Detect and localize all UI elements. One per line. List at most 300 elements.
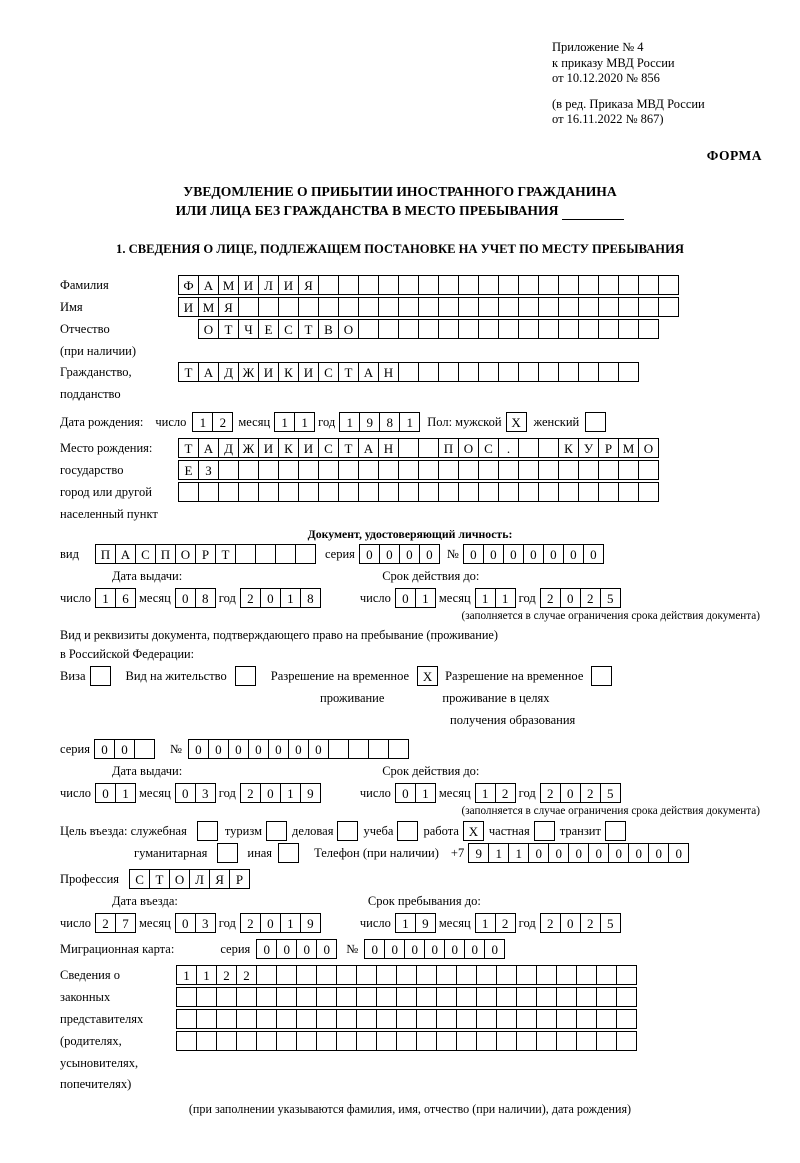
char-box[interactable]: Т [298,319,319,339]
char-box[interactable] [558,319,579,339]
char-box[interactable] [276,1031,297,1051]
char-box[interactable]: 0 [648,843,669,863]
char-box[interactable] [356,987,377,1007]
char-box[interactable]: А [198,275,219,295]
stay-day-input[interactable] [395,913,435,933]
char-box[interactable]: 1 [475,913,496,933]
char-box[interactable]: 0 [276,939,297,959]
char-box[interactable]: 0 [395,783,416,803]
char-box[interactable]: 0 [268,739,289,759]
char-box[interactable] [556,1009,577,1029]
char-box[interactable]: 3 [195,913,216,933]
char-box[interactable] [276,1009,297,1029]
char-box[interactable] [196,987,217,1007]
char-box[interactable] [436,987,457,1007]
char-box[interactable]: Е [258,319,279,339]
doc-issue-year-input[interactable] [240,588,320,608]
char-box[interactable]: 1 [176,965,197,985]
char-box[interactable]: К [558,438,579,458]
char-box[interactable] [356,1009,377,1029]
char-box[interactable]: 1 [196,965,217,985]
char-box[interactable] [605,821,626,841]
char-box[interactable]: 0 [424,939,445,959]
legal-reps-input-2[interactable] [176,987,636,1007]
char-box[interactable]: 0 [528,843,549,863]
char-box[interactable]: 2 [240,588,261,608]
char-box[interactable]: 0 [444,939,465,959]
char-box[interactable] [358,297,379,317]
char-box[interactable] [436,1031,457,1051]
char-box[interactable]: 5 [600,783,621,803]
char-box[interactable]: Ж [238,438,259,458]
char-box[interactable]: И [258,438,279,458]
char-box[interactable]: 1 [280,588,301,608]
char-box[interactable]: 0 [395,588,416,608]
char-box[interactable]: Р [598,438,619,458]
char-box[interactable] [438,297,459,317]
char-box[interactable] [258,482,279,502]
char-box[interactable] [418,275,439,295]
char-box[interactable]: Ж [238,362,259,382]
char-box[interactable]: 9 [300,913,321,933]
permit-valid-year-input[interactable] [540,783,620,803]
char-box[interactable]: Я [298,275,319,295]
char-box[interactable]: А [115,544,136,564]
char-box[interactable]: 1 [488,843,509,863]
char-box[interactable] [638,275,659,295]
char-box[interactable] [178,482,199,502]
char-box[interactable]: Ф [178,275,199,295]
char-box[interactable]: 0 [359,544,380,564]
char-box[interactable] [90,666,111,686]
char-box[interactable]: С [318,438,339,458]
purpose-humanitarian-checkbox[interactable] [217,843,237,863]
char-box[interactable] [578,319,599,339]
char-box[interactable] [295,544,316,564]
char-box[interactable] [578,482,599,502]
char-box[interactable] [596,965,617,985]
char-box[interactable] [388,739,409,759]
char-box[interactable] [578,362,599,382]
char-box[interactable] [318,275,339,295]
char-box[interactable] [618,460,639,480]
char-box[interactable] [376,1031,397,1051]
char-box[interactable]: X [417,666,438,686]
char-box[interactable]: Л [258,275,279,295]
char-box[interactable]: И [238,275,259,295]
char-box[interactable] [236,1031,257,1051]
char-box[interactable]: 1 [280,783,301,803]
char-box[interactable] [478,482,499,502]
char-box[interactable] [516,965,537,985]
char-box[interactable] [258,460,279,480]
sex-male-checkbox[interactable] [506,412,526,432]
char-box[interactable] [278,843,299,863]
char-box[interactable] [316,965,337,985]
char-box[interactable]: К [278,438,299,458]
doc-valid-year-input[interactable] [540,588,620,608]
char-box[interactable]: Е [178,460,199,480]
char-box[interactable]: 0 [523,544,544,564]
char-box[interactable] [238,460,259,480]
char-box[interactable]: А [358,362,379,382]
char-box[interactable] [217,843,238,863]
char-box[interactable]: 0 [228,739,249,759]
char-box[interactable] [316,1009,337,1029]
permit-valid-day-input[interactable] [395,783,435,803]
char-box[interactable]: 2 [540,783,561,803]
char-box[interactable] [438,362,459,382]
char-box[interactable] [578,275,599,295]
char-box[interactable]: 1 [339,412,360,432]
char-box[interactable] [368,739,389,759]
char-box[interactable] [576,1031,597,1051]
char-box[interactable] [638,297,659,317]
char-box[interactable]: 0 [608,843,629,863]
char-box[interactable] [476,965,497,985]
char-box[interactable] [598,319,619,339]
legal-reps-input-4[interactable] [176,1031,636,1051]
char-box[interactable] [498,297,519,317]
char-box[interactable]: 8 [195,588,216,608]
char-box[interactable] [376,1009,397,1029]
char-box[interactable]: 1 [475,783,496,803]
char-box[interactable]: М [218,275,239,295]
char-box[interactable] [218,482,239,502]
char-box[interactable]: 0 [384,939,405,959]
char-box[interactable]: 0 [404,939,425,959]
char-box[interactable] [398,460,419,480]
temp-residence-checkbox[interactable] [417,666,437,686]
birth-year-input[interactable] [339,412,419,432]
char-box[interactable] [538,438,559,458]
char-box[interactable] [218,460,239,480]
char-box[interactable] [278,482,299,502]
char-box[interactable] [418,297,439,317]
mc-number-input[interactable] [364,939,504,959]
char-box[interactable] [556,987,577,1007]
char-box[interactable] [478,362,499,382]
surname-input[interactable] [178,275,678,295]
char-box[interactable] [356,1031,377,1051]
char-box[interactable]: Т [178,362,199,382]
char-box[interactable] [216,1031,237,1051]
purpose-private-checkbox[interactable] [534,821,554,841]
char-box[interactable] [358,319,379,339]
char-box[interactable] [336,1031,357,1051]
char-box[interactable] [538,297,559,317]
char-box[interactable]: 0 [188,739,209,759]
char-box[interactable]: М [198,297,219,317]
char-box[interactable] [498,362,519,382]
char-box[interactable]: П [155,544,176,564]
char-box[interactable]: И [298,438,319,458]
char-box[interactable]: 1 [508,843,529,863]
char-box[interactable] [478,297,499,317]
char-box[interactable]: 0 [260,913,281,933]
name-input[interactable] [178,297,678,317]
char-box[interactable] [458,319,479,339]
char-box[interactable]: В [318,319,339,339]
doc-valid-month-input[interactable] [475,588,515,608]
char-box[interactable]: 0 [568,843,589,863]
char-box[interactable]: 5 [600,588,621,608]
char-box[interactable]: 2 [580,588,601,608]
char-box[interactable] [456,965,477,985]
char-box[interactable]: 8 [379,412,400,432]
char-box[interactable]: 0 [175,783,196,803]
char-box[interactable] [458,297,479,317]
char-box[interactable] [318,460,339,480]
char-box[interactable] [585,412,606,432]
phone-input[interactable] [468,843,688,863]
char-box[interactable]: 0 [364,939,385,959]
char-box[interactable] [318,482,339,502]
char-box[interactable] [516,987,537,1007]
char-box[interactable]: 0 [260,783,281,803]
char-box[interactable]: И [298,362,319,382]
char-box[interactable] [336,965,357,985]
char-box[interactable] [556,965,577,985]
char-box[interactable] [518,438,539,458]
stay-year-input[interactable] [540,913,620,933]
char-box[interactable] [298,482,319,502]
char-box[interactable] [298,297,319,317]
char-box[interactable] [456,987,477,1007]
char-box[interactable]: 0 [256,939,277,959]
char-box[interactable] [358,482,379,502]
char-box[interactable]: У [578,438,599,458]
char-box[interactable] [416,1031,437,1051]
char-box[interactable] [598,275,619,295]
char-box[interactable]: 0 [628,843,649,863]
char-box[interactable]: Л [189,869,210,889]
char-box[interactable]: 1 [399,412,420,432]
char-box[interactable]: 1 [294,412,315,432]
char-box[interactable]: С [135,544,156,564]
char-box[interactable] [238,482,259,502]
char-box[interactable] [558,482,579,502]
char-box[interactable] [266,821,287,841]
char-box[interactable]: 0 [248,739,269,759]
char-box[interactable] [296,987,317,1007]
char-box[interactable] [658,297,679,317]
char-box[interactable] [516,1009,537,1029]
char-box[interactable] [518,362,539,382]
char-box[interactable]: 0 [175,913,196,933]
char-box[interactable] [478,319,499,339]
char-box[interactable] [348,739,369,759]
char-box[interactable]: Я [218,297,239,317]
char-box[interactable] [216,987,237,1007]
char-box[interactable] [397,821,418,841]
char-box[interactable]: 0 [588,843,609,863]
char-box[interactable] [558,275,579,295]
char-box[interactable] [458,275,479,295]
char-box[interactable] [378,482,399,502]
char-box[interactable]: 2 [240,913,261,933]
char-box[interactable] [536,965,557,985]
char-box[interactable]: О [638,438,659,458]
char-box[interactable] [418,460,439,480]
visa-checkbox[interactable] [90,666,110,686]
char-box[interactable] [558,297,579,317]
entry-day-input[interactable] [95,913,135,933]
doc-issue-day-input[interactable] [95,588,135,608]
entry-year-input[interactable] [240,913,320,933]
char-box[interactable] [498,482,519,502]
char-box[interactable]: 0 [399,544,420,564]
char-box[interactable]: Т [218,319,239,339]
purpose-service-checkbox[interactable] [197,821,217,841]
permit-issue-day-input[interactable] [95,783,135,803]
char-box[interactable]: С [318,362,339,382]
char-box[interactable]: О [198,319,219,339]
char-box[interactable] [458,482,479,502]
char-box[interactable] [275,544,296,564]
mc-series-input[interactable] [256,939,336,959]
char-box[interactable]: Т [338,438,359,458]
char-box[interactable] [396,987,417,1007]
char-box[interactable]: С [278,319,299,339]
char-box[interactable]: 6 [115,588,136,608]
char-box[interactable] [578,460,599,480]
char-box[interactable] [216,1009,237,1029]
char-box[interactable] [418,482,439,502]
char-box[interactable] [416,965,437,985]
char-box[interactable] [576,965,597,985]
char-box[interactable]: 0 [419,544,440,564]
char-box[interactable] [476,1009,497,1029]
char-box[interactable] [196,1009,217,1029]
char-box[interactable]: 9 [415,913,436,933]
char-box[interactable] [278,460,299,480]
char-box[interactable] [618,482,639,502]
char-box[interactable] [338,297,359,317]
char-box[interactable] [598,362,619,382]
char-box[interactable] [338,482,359,502]
char-box[interactable] [356,965,377,985]
char-box[interactable]: 2 [216,965,237,985]
legal-reps-input-1[interactable] [176,965,636,985]
char-box[interactable]: А [198,438,219,458]
char-box[interactable]: 1 [415,783,436,803]
char-box[interactable] [596,987,617,1007]
doc-series-input[interactable] [359,544,439,564]
char-box[interactable] [396,1009,417,1029]
char-box[interactable] [398,319,419,339]
char-box[interactable]: 2 [95,913,116,933]
char-box[interactable] [378,297,399,317]
char-box[interactable] [658,275,679,295]
char-box[interactable]: 0 [175,588,196,608]
char-box[interactable] [618,275,639,295]
char-box[interactable] [296,1009,317,1029]
permit-series-input[interactable] [94,739,154,759]
char-box[interactable]: 2 [236,965,257,985]
char-box[interactable] [378,460,399,480]
char-box[interactable] [398,482,419,502]
sex-female-checkbox[interactable] [585,412,605,432]
char-box[interactable]: О [175,544,196,564]
permit-valid-month-input[interactable] [475,783,515,803]
char-box[interactable]: 0 [483,544,504,564]
char-box[interactable] [338,275,359,295]
char-box[interactable] [518,275,539,295]
char-box[interactable] [418,362,439,382]
char-box[interactable] [598,297,619,317]
char-box[interactable] [235,544,256,564]
char-box[interactable] [496,987,517,1007]
char-box[interactable]: Ч [238,319,259,339]
char-box[interactable] [438,460,459,480]
char-box[interactable]: X [506,412,527,432]
birthplace-city-input-1[interactable] [178,460,658,480]
char-box[interactable] [176,1009,197,1029]
char-box[interactable] [438,275,459,295]
char-box[interactable] [438,482,459,502]
char-box[interactable]: Я [209,869,230,889]
entry-month-input[interactable] [175,913,215,933]
birth-day-input[interactable] [192,412,232,432]
char-box[interactable] [458,460,479,480]
char-box[interactable] [238,297,259,317]
char-box[interactable] [276,987,297,1007]
char-box[interactable]: 2 [495,913,516,933]
char-box[interactable]: 0 [560,783,581,803]
char-box[interactable]: Н [378,362,399,382]
char-box[interactable]: А [198,362,219,382]
char-box[interactable] [376,987,397,1007]
char-box[interactable]: 5 [600,913,621,933]
char-box[interactable] [576,987,597,1007]
char-box[interactable]: 0 [560,913,581,933]
char-box[interactable] [538,460,559,480]
char-box[interactable]: 1 [415,588,436,608]
char-box[interactable] [638,460,659,480]
char-box[interactable] [618,362,639,382]
legal-reps-input-3[interactable] [176,1009,636,1029]
char-box[interactable] [536,1009,557,1029]
char-box[interactable]: О [458,438,479,458]
char-box[interactable] [398,275,419,295]
char-box[interactable]: 3 [195,783,216,803]
char-box[interactable]: К [278,362,299,382]
purpose-work-checkbox[interactable] [463,821,483,841]
char-box[interactable]: 0 [260,588,281,608]
char-box[interactable]: О [338,319,359,339]
char-box[interactable] [558,460,579,480]
char-box[interactable] [416,987,437,1007]
char-box[interactable] [336,1009,357,1029]
char-box[interactable]: Т [215,544,236,564]
char-box[interactable]: 1 [95,588,116,608]
char-box[interactable] [538,319,559,339]
char-box[interactable]: Д [218,438,239,458]
char-box[interactable]: 0 [583,544,604,564]
doc-valid-day-input[interactable] [395,588,435,608]
residence-checkbox[interactable] [235,666,255,686]
char-box[interactable]: 1 [115,783,136,803]
char-box[interactable] [536,1031,557,1051]
char-box[interactable] [134,739,155,759]
char-box[interactable] [458,362,479,382]
char-box[interactable] [316,1031,337,1051]
doc-kind-input[interactable] [95,544,315,564]
char-box[interactable]: 0 [208,739,229,759]
char-box[interactable] [618,297,639,317]
char-box[interactable]: И [178,297,199,317]
